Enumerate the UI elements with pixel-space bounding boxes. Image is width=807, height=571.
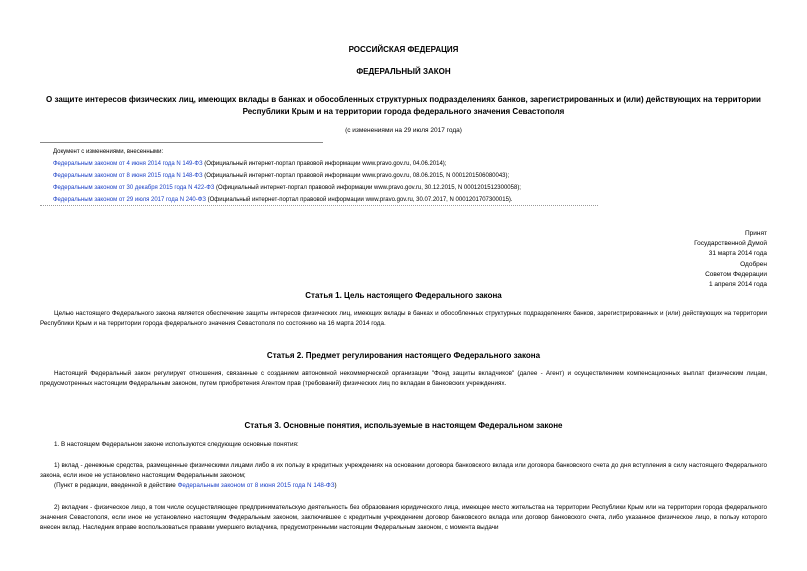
adoption-council: Советом Федерации [705,270,767,278]
adoption-block [527,229,767,290]
adoption-accepted: Принят [744,230,767,237]
change-note: (Официальный интернет-портал правовой информации www.pravo.gov.ru, 30.07.2017, N 0001201707300015). [205,197,513,203]
adoption-duma: Государственной Думой [694,240,767,248]
country-heading: РОССИЙСКАЯ ФЕДЕРАЦИЯ [348,45,459,54]
note-link[interactable]: Федеральным законом от 8 июня 2015 года N 148-ФЗ [177,482,335,489]
change-link[interactable]: Федеральным законом от 29 июля 2017 года N 240-ФЗ [53,197,206,203]
law-type-heading: ФЕДЕРАЛЬНЫЙ ЗАКОН [356,67,451,76]
law-title: О защите интересов физических лиц, имеющих вклады в банках и обособленных структурных подразделениях банков, зарегистрированных и (или) действующих на территории Республики Крым и на территории города федерального значения Севастополя [46,95,761,116]
change-item [53,182,773,194]
change-note: (Официальный интернет-портал правовой информации www.pravo.gov.ru, 04.06.2014); [202,161,447,167]
article-3-amendment-note [40,481,767,491]
article-2-title: Статья 2. Предмет регулирования настоящего Федерального закона [266,351,541,360]
note-suffix: ) [334,482,337,489]
article-3-paragraph-2: 1) вклад - денежные средства, размещенные физическими лицами либо в их пользу в кредитных учреждениях на основании договора банковского вклада или договора банковского счета до дня вступления в силу настоящего Федерального закона, если иное не установлено настоящим Федеральным законом; [40,462,767,479]
change-item [53,158,773,170]
change-note: (Официальный интернет-портал правовой информации www.pravo.gov.ru, 08.06.2015, N 0001201506080043); [202,173,510,179]
change-link[interactable]: Федеральным законом от 30 декабря 2015 года N 422-ФЗ [53,185,215,191]
changes-block [53,146,773,206]
article-3-paragraph-1: 1. В настоящем Федеральном законе используются следующие основные понятия: [54,441,299,448]
article-1-title: Статья 1. Цель настоящего Федерального закона [305,291,502,300]
adoption-approved: Одобрен [740,260,767,268]
change-item [53,170,773,182]
change-note: (Официальный интернет-портал правовой информации www.pravo.gov.ru, 30.12.2015, N 0001201512300058); [214,185,521,191]
adoption-council-date: 1 апреля 2014 года [708,281,767,289]
adoption-duma-date: 31 марта 2014 года [708,250,767,258]
edition-note: (с изменениями на 29 июля 2017 года) [345,127,462,134]
change-link[interactable]: Федеральным законом от 4 июня 2014 года N 149-ФЗ [53,161,203,167]
article-3-title: Статья 3. Основные понятия, используемые в настоящем Федеральном законе [244,421,563,430]
article-2-text: Настоящий Федеральный закон регулирует отношения, связанные с созданием автономной некоммерческой организации "Фонд защиты вкладчиков" (далее - Агент) и осуществлением компенсационных выплат физическим лицам, предусмотренных настоящим Федеральным законом, путем приобретения Агентом прав (требований) физических лиц по вкладам в банковских учреждениях. [40,370,767,387]
article-1-text: Целью настоящего Федерального закона является обеспечение защиты интересов физических лиц, имеющих вклады в банках и обособленных структурных подразделениях банков, зарегистрированных и (или) действующих на территории Республики Крым и на территории города федерального значения Севастополя по состоянию на 16 марта 2014 года. [40,310,767,327]
note-prefix: (Пункт в редакции, введенной в действие [54,482,178,489]
changes-intro: Документ с изменениями, внесенными: [53,149,164,155]
changes-top-divider [40,142,323,143]
changes-bottom-divider [40,205,598,206]
article-3-paragraph-3: 2) вкладчик - физическое лицо, в том числе осуществляющее предпринимательскую деятельность без образования юридического лица, имеющее место жительства на территории Республики Крым или на территории города федерального значения Севастополя, если иное не установлено настоящим Федеральным законом, заключившее с кредитным учреждением договор банковского вклада или договор банковского счета, либо указанное физическое лицо, в пользу которого внесен вклад. Наследник вправе воспользоваться правами умершего вкладчика, предусмотренными настоящим Федеральным законом, с момента выдачи [40,504,767,531]
change-link[interactable]: Федеральным законом от 8 июня 2015 года N 148-ФЗ [53,173,203,179]
